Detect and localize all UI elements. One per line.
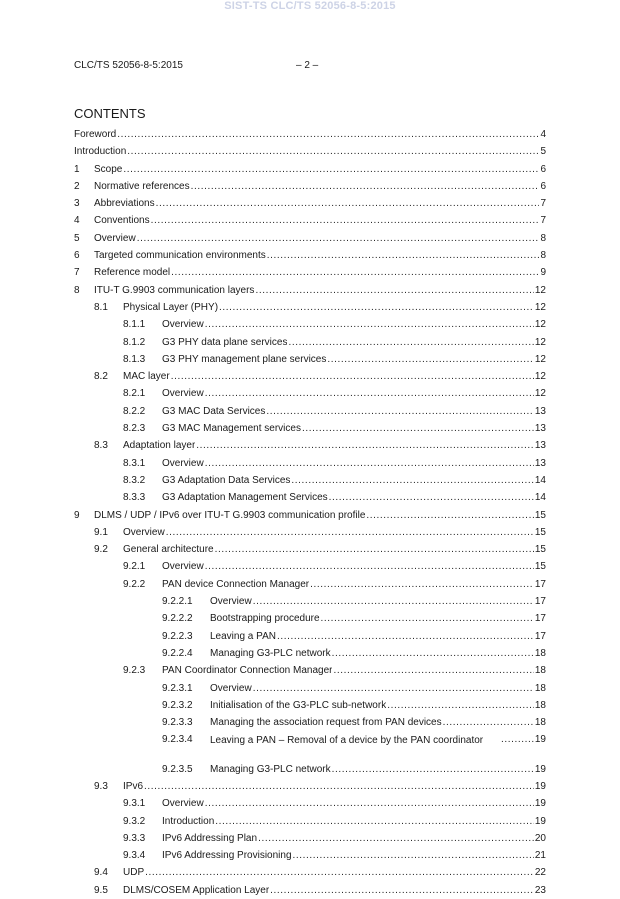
toc-entry-title: IPv6 Addressing Plan [162, 832, 258, 844]
toc-entry-page: 12 [534, 371, 546, 383]
toc-entry-page: 6 [540, 180, 546, 192]
toc-dot-leader [123, 163, 539, 177]
toc-dot-leader [253, 682, 534, 696]
toc-entry-number: 5 [74, 232, 80, 244]
toc-entry[interactable] [74, 647, 546, 662]
toc-entry-line [94, 284, 546, 298]
toc-entry[interactable] [74, 145, 546, 160]
toc-entry-title: Reference model [94, 267, 171, 279]
toc-entry-line [162, 832, 546, 846]
toc-entry-title: Overview [94, 232, 136, 244]
toc-entry-number: 9.2.3.1 [162, 682, 193, 694]
toc-entry[interactable] [74, 197, 546, 212]
toc-dot-leader [215, 815, 534, 829]
toc-entry-page: 13 [534, 457, 546, 469]
toc-entry-line [123, 780, 546, 794]
toc-entry-number: 9.2.3.3 [162, 717, 193, 729]
toc-entry-page: 5 [540, 146, 546, 158]
toc-entry[interactable] [74, 284, 546, 299]
toc-entry[interactable] [74, 716, 546, 731]
toc-entry-page: 8 [540, 250, 546, 262]
toc-entry-title: Overview [123, 526, 165, 538]
toc-entry-title: Managing G3-PLC network [210, 647, 331, 659]
toc-entry[interactable] [74, 866, 546, 881]
toc-dot-leader [205, 560, 534, 574]
toc-entry-title: G3 PHY data plane services [162, 336, 288, 348]
toc-entry-line [162, 664, 546, 678]
toc-entry-number: 1 [74, 163, 80, 175]
toc-entry-line [162, 578, 546, 592]
toc-entry-page: 12 [534, 388, 546, 400]
toc-entry-page: 19 [534, 763, 546, 775]
toc-entry-title: Overview [162, 457, 204, 469]
toc-entry-line [162, 815, 546, 829]
toc-entry-page: 7 [540, 198, 546, 210]
toc-entry-line [74, 145, 546, 159]
toc-entry-title: G3 PHY management plane services [162, 353, 327, 365]
toc-entry[interactable] [74, 128, 546, 143]
toc-entry-number: 3 [74, 198, 80, 210]
toc-entry-page: 7 [540, 215, 546, 227]
toc-dot-leader [215, 543, 534, 557]
toc-entry[interactable] [74, 336, 546, 351]
toc-entry-number: 9.2 [94, 544, 108, 556]
toc-entry-page: 17 [534, 578, 546, 590]
toc-dot-leader [327, 353, 534, 367]
toc-entry-number: 9.3.4 [123, 850, 146, 862]
toc-dot-leader [144, 780, 534, 794]
toc-dot-leader [205, 387, 534, 401]
toc-dot-leader [270, 884, 534, 898]
toc-entry-page: 15 [534, 509, 546, 521]
toc-entry[interactable] [74, 763, 546, 778]
toc-entry[interactable] [74, 560, 546, 575]
toc-entry-line [210, 612, 546, 626]
toc-dot-leader [127, 145, 539, 159]
toc-entry-number: 8.1.3 [123, 353, 146, 365]
toc-dot-leader [266, 405, 534, 419]
toc-dot-leader [329, 491, 534, 505]
toc-entry[interactable] [74, 301, 546, 316]
toc-entry-line [94, 249, 546, 263]
toc-entry-title: Foreword [74, 129, 117, 140]
toc-entry-page: 17 [534, 613, 546, 625]
toc-entry-number: 8.3.2 [123, 474, 146, 486]
toc-dot-leader [293, 849, 534, 863]
toc-entry[interactable] [74, 387, 546, 402]
toc-entry-line [123, 884, 546, 898]
toc-entry-title: Leaving a PAN [210, 630, 276, 642]
toc-dot-leader [288, 336, 533, 350]
toc-entry[interactable] [74, 457, 546, 472]
toc-entry-line [123, 370, 546, 384]
toc-dot-leader [145, 866, 534, 880]
toc-entry-number: 7 [74, 267, 80, 279]
toc-entry-line [210, 733, 546, 747]
toc-entry-title: G3 MAC Management services [162, 423, 301, 435]
toc-entry-title: Introduction [74, 146, 127, 158]
toc-entry-page: 22 [534, 867, 546, 879]
toc-dot-leader [205, 318, 534, 332]
toc-entry-page: 15 [534, 561, 546, 573]
toc-entry-page: 23 [534, 884, 546, 896]
toc-entry-page: 12 [534, 284, 546, 296]
toc-entry-number: 6 [74, 250, 80, 262]
toc-entry-line [94, 163, 546, 177]
toc-entry-title: Overview [162, 388, 204, 400]
toc-entry-page: 12 [534, 353, 546, 365]
toc-entry-page: 14 [534, 474, 546, 486]
toc-dot-leader [267, 249, 540, 263]
toc-entry-page: 12 [534, 336, 546, 348]
toc-dot-leader [333, 664, 533, 678]
toc-entry-page: 19 [534, 780, 546, 792]
toc-entry-line [210, 647, 546, 661]
toc-entry-page: 19 [534, 815, 546, 827]
toc-entry[interactable] [74, 405, 546, 420]
toc-entry-number: 8 [74, 284, 80, 296]
toc-entry-title: Managing G3-PLC network [210, 763, 331, 775]
toc-entry-number: 8.3.3 [123, 492, 146, 504]
toc-entry-number: 9.2.2.3 [162, 630, 193, 642]
toc-entry[interactable] [74, 543, 546, 558]
toc-entry-page: 17 [534, 630, 546, 642]
toc-entry-number: 9.2.3.2 [162, 699, 193, 711]
toc-entry-line [162, 457, 546, 471]
toc-entry[interactable] [74, 180, 546, 195]
toc-dot-leader [255, 284, 533, 298]
toc-entry[interactable] [74, 578, 546, 593]
toc-entry-page: 15 [534, 544, 546, 556]
toc-dot-leader [219, 301, 534, 315]
table-of-contents [74, 128, 546, 899]
toc-entry-line [94, 197, 546, 211]
toc-entry-number: 2 [74, 180, 80, 192]
toc-entry-page: 19 [534, 798, 546, 810]
toc-entry-page: 17 [534, 596, 546, 608]
toc-entry[interactable] [74, 832, 546, 847]
toc-entry-page: 12 [534, 319, 546, 331]
toc-entry[interactable] [74, 733, 546, 760]
toc-entry-title: Conventions [94, 215, 150, 227]
toc-dot-leader [196, 439, 534, 453]
toc-dot-leader [166, 526, 534, 540]
toc-entry-title: UDP [123, 867, 145, 879]
toc-entry-line [123, 526, 546, 540]
toc-entry-page: 18 [534, 717, 546, 729]
toc-entry-title: General architecture [123, 544, 214, 556]
toc-entry-line [162, 849, 546, 863]
toc-dot-leader [366, 509, 533, 523]
toc-entry-page: 14 [534, 492, 546, 504]
toc-dot-leader [387, 699, 534, 713]
toc-entry[interactable] [74, 163, 546, 178]
toc-entry-number: 8.1.2 [123, 336, 146, 348]
toc-entry-page: 12 [534, 301, 546, 313]
toc-dot-leader [310, 578, 534, 592]
toc-entry[interactable] [74, 353, 546, 368]
toc-dot-leader [321, 612, 534, 626]
toc-dot-leader [171, 266, 539, 280]
toc-entry-number: 9.4 [94, 867, 108, 879]
toc-entry-title: Bootstrapping procedure [210, 613, 320, 625]
toc-entry-title: Targeted communication environments [94, 250, 266, 262]
toc-entry[interactable] [74, 232, 546, 247]
toc-entry-line [94, 509, 546, 523]
toc-entry-title: Physical Layer (PHY) [123, 301, 219, 313]
toc-entry[interactable] [74, 699, 546, 714]
toc-entry-line [162, 405, 546, 419]
toc-entry-number: 9 [74, 509, 80, 521]
toc-entry-title: Overview [210, 682, 252, 694]
toc-entry-title: ITU-T G.9903 communication layers [94, 284, 255, 296]
toc-entry-number: 8.2.2 [123, 405, 146, 417]
toc-dot-leader [151, 214, 540, 228]
toc-entry[interactable] [74, 595, 546, 610]
toc-entry[interactable] [74, 370, 546, 385]
toc-entry-title: MAC layer [123, 371, 170, 383]
toc-entry-title: IPv6 [123, 780, 144, 792]
toc-entry-page: 13 [534, 405, 546, 417]
toc-entry-title: Introduction [162, 815, 215, 827]
toc-entry[interactable] [74, 422, 546, 437]
toc-entry-number: 9.2.2.4 [162, 647, 193, 659]
toc-entry[interactable] [74, 474, 546, 489]
document-id: CLC/TS 52056-8-5:2015 [74, 60, 183, 71]
toc-entry-line [162, 387, 546, 401]
toc-entry[interactable] [74, 491, 546, 506]
toc-dot-leader [205, 457, 534, 471]
toc-entry-line [210, 630, 546, 644]
toc-entry[interactable] [74, 682, 546, 697]
toc-dot-leader [291, 474, 533, 488]
toc-entry-title: Managing the association request from PAN devices [210, 717, 442, 729]
page-number: – 2 – [296, 60, 319, 71]
toc-entry-page: 21 [534, 850, 546, 862]
toc-entry[interactable] [74, 630, 546, 645]
toc-entry-line [123, 543, 546, 557]
toc-entry[interactable] [74, 266, 546, 281]
toc-dot-leader [277, 630, 534, 644]
toc-entry[interactable] [74, 849, 546, 864]
toc-entry-number: 8.1 [94, 301, 108, 313]
toc-entry-title: IPv6 Addressing Provisioning [162, 850, 292, 862]
toc-dot-leader [501, 733, 534, 747]
toc-entry-title: DLMS/COSEM Application Layer [123, 884, 270, 896]
toc-entry-number: 9.2.2.1 [162, 596, 193, 608]
toc-entry-page: 13 [534, 423, 546, 435]
toc-entry[interactable] [74, 664, 546, 679]
toc-entry[interactable] [74, 612, 546, 627]
watermark: SIST-TS CLC/TS 52056-8-5:2015 [224, 0, 396, 12]
toc-entry-page: 4 [540, 129, 546, 140]
toc-entry-title: Initialisation of the G3-PLC sub-network [210, 699, 387, 711]
toc-entry-number: 9.3.2 [123, 815, 146, 827]
toc-dot-leader [205, 797, 534, 811]
toc-entry-line [162, 491, 546, 505]
toc-dot-leader [253, 595, 534, 609]
toc-entry-line [94, 266, 546, 280]
toc-dot-leader [258, 832, 534, 846]
toc-entry-title: G3 MAC Data Services [162, 405, 266, 417]
toc-entry-number: 8.2.1 [123, 388, 146, 400]
toc-entry-page: 18 [534, 699, 546, 711]
toc-dot-leader [332, 647, 534, 661]
toc-entry-line [162, 353, 546, 367]
toc-entry-number: 9.2.1 [123, 561, 146, 573]
toc-dot-leader [302, 422, 534, 436]
toc-entry[interactable] [74, 780, 546, 795]
toc-entry-line [94, 180, 546, 194]
toc-dot-leader [156, 197, 540, 211]
toc-dot-leader [137, 232, 540, 246]
toc-entry[interactable] [74, 797, 546, 812]
toc-entry-title: Abbreviations [94, 198, 155, 210]
toc-entry-page: 18 [534, 682, 546, 694]
toc-entry-title: G3 Adaptation Data Services [162, 474, 291, 486]
toc-dot-leader [117, 128, 539, 142]
toc-entry-page: 19 [534, 734, 546, 746]
toc-entry[interactable] [74, 509, 546, 524]
toc-entry-number: 9.1 [94, 526, 108, 538]
toc-entry-number: 9.3 [94, 780, 108, 792]
toc-entry[interactable] [74, 884, 546, 899]
toc-dot-leader [171, 370, 534, 384]
toc-entry-page: 9 [540, 267, 546, 279]
toc-entry-title: Normative references [94, 180, 190, 192]
toc-entry-title: DLMS / UDP / IPv6 over ITU-T G.9903 communication profile [94, 509, 366, 521]
toc-entry-title: Overview [162, 319, 204, 331]
toc-entry-line [94, 232, 546, 246]
toc-entry-line [162, 474, 546, 488]
toc-entry-number: 9.3.3 [123, 832, 146, 844]
toc-entry-title: Leaving a PAN – Removal of a device by the PAN coordinator [210, 735, 484, 747]
toc-entry-line [123, 439, 546, 453]
toc-entry-page: 15 [534, 526, 546, 538]
toc-entry-line [94, 214, 546, 228]
toc-entry-title: PAN Coordinator Connection Manager [162, 665, 333, 677]
toc-entry-number: 4 [74, 215, 80, 227]
toc-entry-number: 9.2.2.2 [162, 613, 193, 625]
toc-entry-number: 8.3 [94, 440, 108, 452]
toc-entry-title: Overview [210, 596, 252, 608]
toc-entry[interactable] [74, 214, 546, 229]
toc-entry-line [210, 699, 546, 713]
toc-entry-page: 13 [534, 440, 546, 452]
toc-entry[interactable] [74, 318, 546, 333]
toc-entry-line [210, 716, 546, 730]
toc-entry-number: 9.2.3.5 [162, 763, 193, 775]
toc-entry[interactable] [74, 249, 546, 264]
toc-entry-line [210, 682, 546, 696]
toc-entry-page: 6 [540, 163, 546, 175]
contents-heading: CONTENTS [74, 106, 146, 121]
toc-entry-number: 8.3.1 [123, 457, 146, 469]
toc-entry-title: Overview [162, 561, 204, 573]
toc-entry-number: 9.2.3.4 [162, 734, 193, 746]
toc-dot-leader [443, 716, 534, 730]
toc-entry-line [162, 318, 546, 332]
toc-entry-line [210, 763, 546, 777]
toc-entry-number: 9.2.2 [123, 578, 146, 590]
toc-entry-title: Scope [94, 163, 123, 175]
toc-entry-page: 20 [534, 832, 546, 844]
toc-entry-line [162, 336, 546, 350]
toc-entry[interactable] [74, 526, 546, 541]
toc-dot-leader [332, 763, 534, 777]
toc-entry-title: G3 Adaptation Management Services [162, 492, 328, 504]
toc-dot-leader [191, 180, 540, 194]
toc-entry-line [162, 797, 546, 811]
toc-entry-number: 8.2 [94, 371, 108, 383]
toc-entry-line [123, 301, 546, 315]
toc-entry[interactable] [74, 815, 546, 830]
toc-entry-title: Adaptation layer [123, 440, 196, 452]
toc-entry-title: PAN device Connection Manager [162, 578, 310, 590]
toc-entry-title: Overview [162, 798, 204, 810]
toc-entry[interactable] [74, 439, 546, 454]
toc-entry-page: 8 [540, 232, 546, 244]
toc-entry-number: 9.2.3 [123, 665, 146, 677]
toc-entry-page: 18 [534, 665, 546, 677]
toc-entry-line [162, 560, 546, 574]
toc-entry-number: 9.3.1 [123, 798, 146, 810]
toc-entry-number: 8.1.1 [123, 319, 146, 331]
toc-entry-line [74, 128, 546, 142]
toc-entry-line [210, 595, 546, 609]
toc-entry-number: 9.5 [94, 884, 108, 896]
toc-entry-number: 8.2.3 [123, 423, 146, 435]
toc-entry-line [123, 866, 546, 880]
toc-entry-line [162, 422, 546, 436]
toc-entry-page: 18 [534, 647, 546, 659]
